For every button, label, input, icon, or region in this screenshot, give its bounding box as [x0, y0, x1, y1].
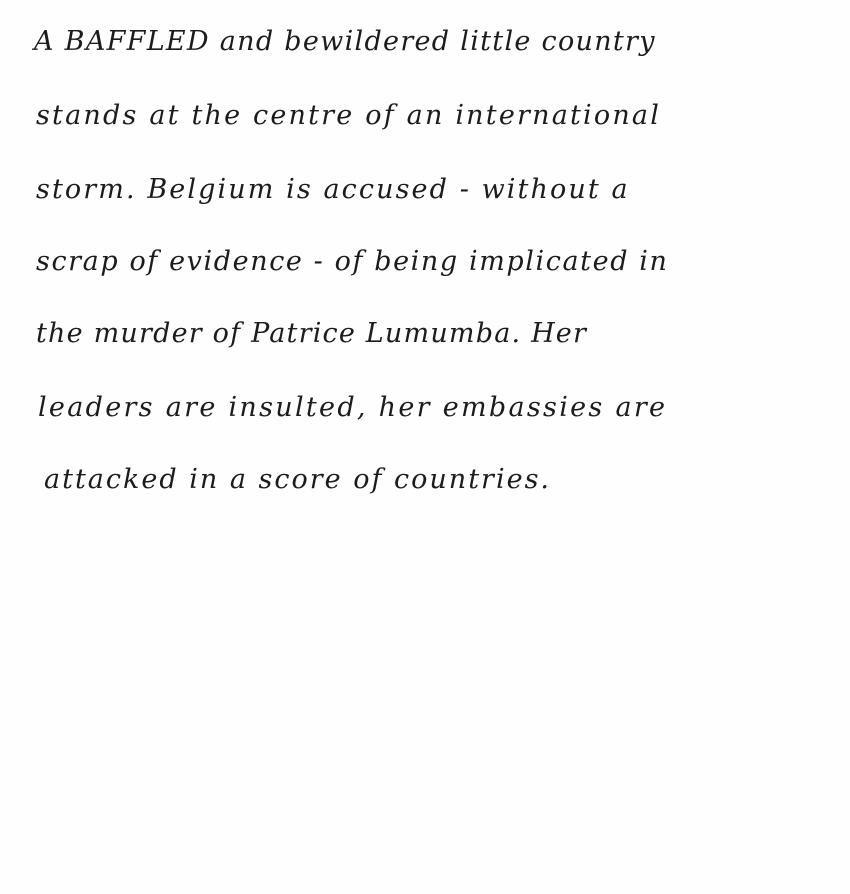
text-line-6: leaders are insulted, her embassies are — [38, 392, 668, 423]
text-line-3: storm. Belgium is accused - without a — [36, 174, 630, 205]
text-line-2: stands at the centre of an international — [36, 100, 662, 131]
text-line-5: the murder of Patrice Lumumba. Her — [36, 318, 588, 349]
text-line-1: A BAFFLED and bewildered little country — [34, 26, 656, 57]
text-line-4: scrap of evidence - of being implicated in — [36, 246, 669, 277]
text-line-7: attacked in a score of countries. — [44, 464, 552, 495]
